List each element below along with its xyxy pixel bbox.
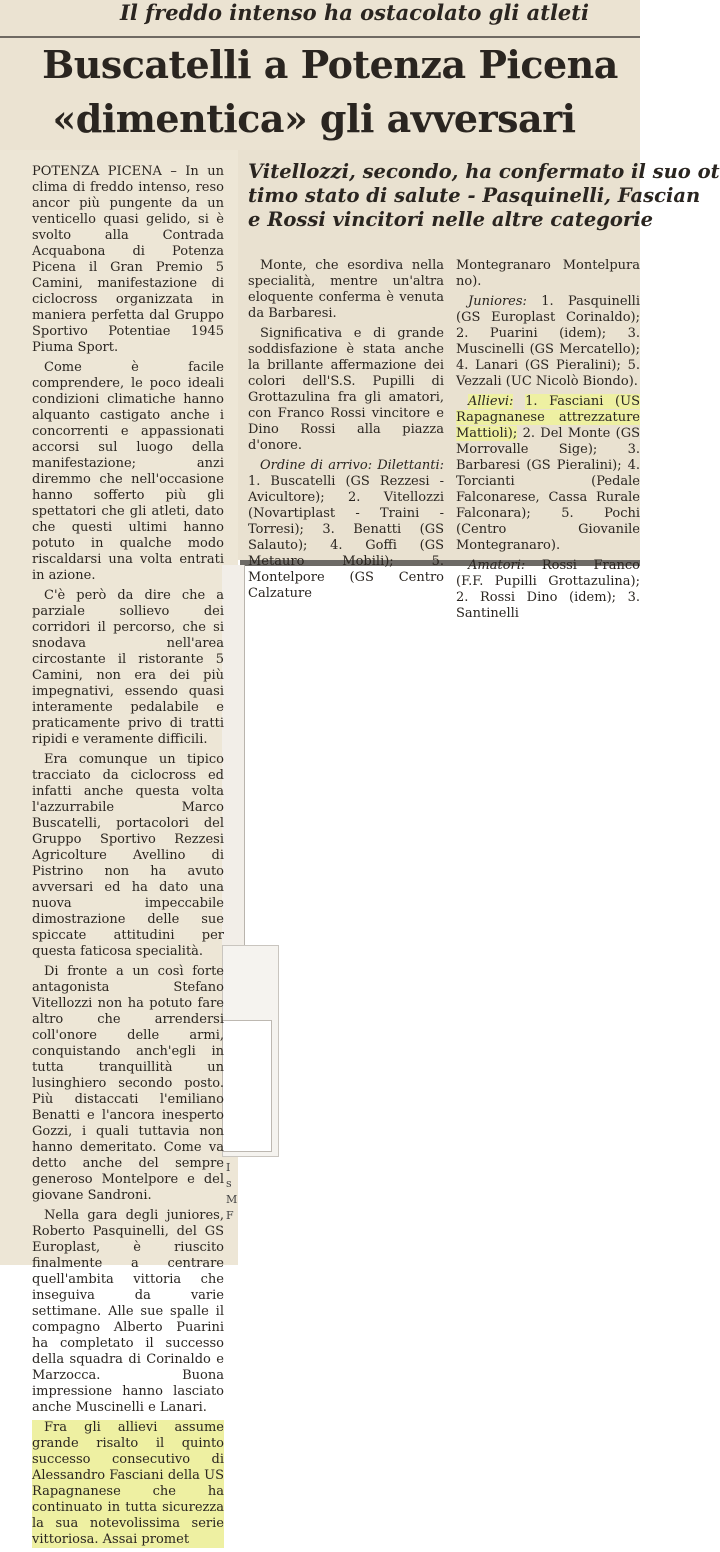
side-margin-marks — [226, 1160, 237, 1224]
amatori-label: Amatori: — [468, 558, 526, 573]
paragraph: Significativa e di grande soddisfazione è stata anche la brillante affermazione dei colori dell'S.S. Pupilli di Grottazulina fra gli amatori, con Franco Rossi vincitore e Dino Rossi alla piazza d'onore. — [248, 326, 444, 453]
allievi-text: 2. Del Monte (GS Morrovalle Sige); 3. Barbaresi (GS Pieralini); 4. Torcianti (Pedale Falconarese, Cassa Rurale Falconara); 5. Pochi (Centro Giovanile Montegranaro). — [456, 426, 640, 553]
headline-line-2: «dimentica» gli avversari — [52, 96, 576, 141]
paragraph: Montegranaro Montelpura no). — [456, 258, 640, 289]
margin-mark: I — [226, 1161, 231, 1174]
article-column-right — [456, 258, 640, 626]
margin-mark: M — [226, 1193, 238, 1206]
paper-fold — [222, 565, 245, 945]
margin-mark: F — [226, 1209, 234, 1222]
paragraph: C'è però da dire che a parziale sollievo dei corridori il percorso, che si snodava nell'area circostante il ristorante 5 Camini, non era dei più impegnativi, essendo quasi interamente pedalabile e praticamente privo di tratti ripidi e veramente difficili. — [32, 588, 224, 747]
dateline: POTENZA PICENA — [32, 164, 162, 179]
allievi-label: Allievi: — [468, 394, 514, 409]
allievi-highlighted-text: 1. Fasciani (US Rapagnanese attrezzature Mattioli); — [456, 394, 640, 441]
paragraph — [32, 164, 224, 356]
amatori-results — [456, 558, 640, 622]
deck-line-2: timo stato di salute - Pasquinelli, Fascian — [248, 184, 701, 207]
juniores-label: Juniores: — [468, 294, 527, 309]
paragraph: Di fronte a un così forte antagonista Stefano Vitellozzi non ha potuto fare altro che arrendersi coll'onore delle armi, conquistando anch'egli in tutta tranquillità un lusinghiero secondo posto. Più distaccati l'emiliano Benatti e l'ancora inesperto Gozzi, i quali tuttavia non hanno demeritato. Come va detto anche del sempre generoso Montelpore e del giovane Sandroni. — [32, 964, 224, 1203]
paragraph: Come è facile comprendere, le poco ideali condizioni climatiche hanno alquanto castigato anche i concorrenti e appassionati accorsi sul luogo della manifestazione; anzi diremmo che nell'occasione hanno sofferto più gli spettatori che gli atleti, dato che questi ultimi hanno potuto in qualche modo riscaldarsi una volta entrati in azione. — [32, 360, 224, 583]
deck-line-3: e Rossi vincitori nelle altre categorie — [248, 208, 654, 231]
results-label: Ordine di arrivo: Dilettanti: — [260, 458, 444, 473]
juniores-text: 1. Pasquinelli (GS Europlast Corinaldo); 2. Puarini (idem); 3. Muscinelli (GS Mercatello); 4. Lanari (GS Pieralini); 5. Vezzali (UC Nicolò Biondo). — [456, 294, 640, 389]
paragraph-highlighted: Fra gli allievi assume grande risalto il quinto successo consecutivo di Alessandro Fasciani della US Rapagnanese che ha continuato in tutta sicurezza la sua notevolissima serie vittoriosa. Assai promet — [32, 1420, 224, 1547]
paragraph: Monte, che esordiva nella specialità, mentre un'altra eloquente conferma è venuta da Barbaresi. — [248, 258, 444, 321]
amatori-text: Rossi Franco (F.F. Pupilli Grottazulina); 2. Rossi Dino (idem); 3. Santinelli — [456, 558, 640, 621]
paragraph-text: – In un clima di freddo intenso, reso ancor più pungente da un venticello quasi gelido, si è svolto alla Contrada Acquabona di Potenza Picena il Gran Premio 5 Camini, manifestazione di ciclocross organizzata in maniera perfetta dal Gruppo Sportivo Potentiae 1945 Piuma Sport. — [32, 164, 224, 355]
article-column-middle — [248, 258, 444, 606]
results-paragraph — [248, 458, 444, 602]
headline-line-1: Buscatelli a Potenza Picena — [42, 42, 618, 87]
allievi-results — [456, 394, 640, 554]
kicker-rule — [0, 36, 640, 38]
deck — [248, 160, 720, 232]
results-text: 1. Buscatelli (GS Rezzesi - Avicultore); 2. Vitellozzi (Novartiplast - Traini - Torresi); 3. Benatti (GS Salauto); 4. Goffi (GS Metauro Mobili); 5. Montelpore (GS Centro Calzature — [248, 474, 444, 601]
article-column-left — [32, 164, 224, 1552]
paragraph: Nella gara degli juniores, Roberto Pasquinelli, del GS Europlast, è riuscito finalmente a centrare quell'ambita vittoria che inseguiva da varie settimane. Alle sue spalle il compagno Alberto Puarini ha completato il successo della squadra di Corinaldo e Marzocca. Buona impressione hanno lasciato anche Muscinelli e Lanari. — [32, 1208, 224, 1415]
juniores-results — [456, 294, 640, 390]
paper-fold — [222, 1020, 272, 1152]
paragraph: Era comunque un tipico tracciato da ciclocross ed infatti anche questa volta l'azzurrabile Marco Buscatelli, portacolori del Gruppo Sportivo Rezzesi Agricolture Avellino di Pistrino non ha avuto avversari ed ha dato una nuova impeccabile dimostrazione delle sue spiccate attitudini per questa faticosa specialità. — [32, 752, 224, 959]
kicker: Il freddo intenso ha ostacolato gli atleti — [120, 0, 589, 25]
margin-mark: s — [226, 1177, 232, 1190]
deck-line-1: Vitellozzi, secondo, ha confermato il suo ot — [248, 160, 720, 183]
